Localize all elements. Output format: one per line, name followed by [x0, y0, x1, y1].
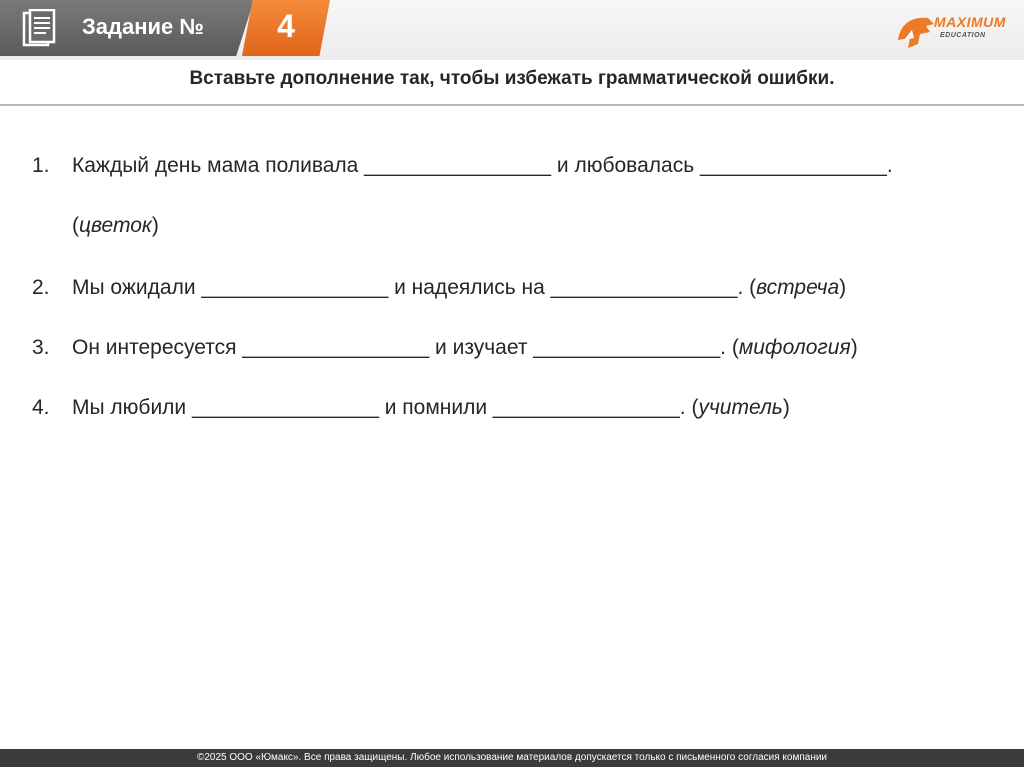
- logo-text: MAXIMUM: [934, 14, 1006, 30]
- hint-word: учитель: [698, 396, 783, 419]
- list-item-text: Мы любили ________________ и помнили ________________. (учитель): [72, 396, 790, 419]
- list-item: [32, 154, 1002, 184]
- logo-subtext: EDUCATION: [940, 32, 986, 39]
- list-item-continuation: [32, 214, 1002, 244]
- hint-word: встреча: [756, 276, 840, 299]
- copyright-text: ©2025 ООО «Юмакс». Все права защищены. Любое использование материалов допускается только с письменного согласия компании: [196, 752, 828, 763]
- list-item-text: Каждый день мама поливала ________________ и любовалась ________________.: [72, 154, 893, 177]
- hint-word: цветок: [79, 214, 152, 237]
- header-divider: [0, 104, 1024, 106]
- task-instruction: Вставьте дополнение так, чтобы избежать грамматической ошибки.: [189, 68, 835, 89]
- list-item-text: Он интересуется ________________ и изучает ________________. (мифология): [72, 336, 858, 359]
- task-number: 4: [277, 8, 295, 44]
- document-icon: [22, 9, 56, 49]
- list-item: [32, 336, 1002, 366]
- footer-bar: [0, 749, 1024, 767]
- list-item-hint-line: (цветок): [72, 214, 159, 237]
- list-item-number: 4.: [32, 396, 50, 419]
- list-item-number: 1.: [32, 154, 50, 177]
- list-item: [32, 276, 1002, 306]
- page-title: Задание №: [82, 14, 204, 39]
- list-item: [32, 396, 1002, 426]
- list-item-text: Мы ожидали ________________ и надеялись на ________________. (встреча): [72, 276, 847, 299]
- task-list: [32, 150, 1002, 419]
- list-item-number: 2.: [32, 276, 50, 299]
- brand-logo: [894, 10, 1020, 54]
- hint-word: мифология: [738, 336, 851, 359]
- list-item-number: 3.: [32, 336, 50, 359]
- logo-emblem-icon: [894, 10, 938, 54]
